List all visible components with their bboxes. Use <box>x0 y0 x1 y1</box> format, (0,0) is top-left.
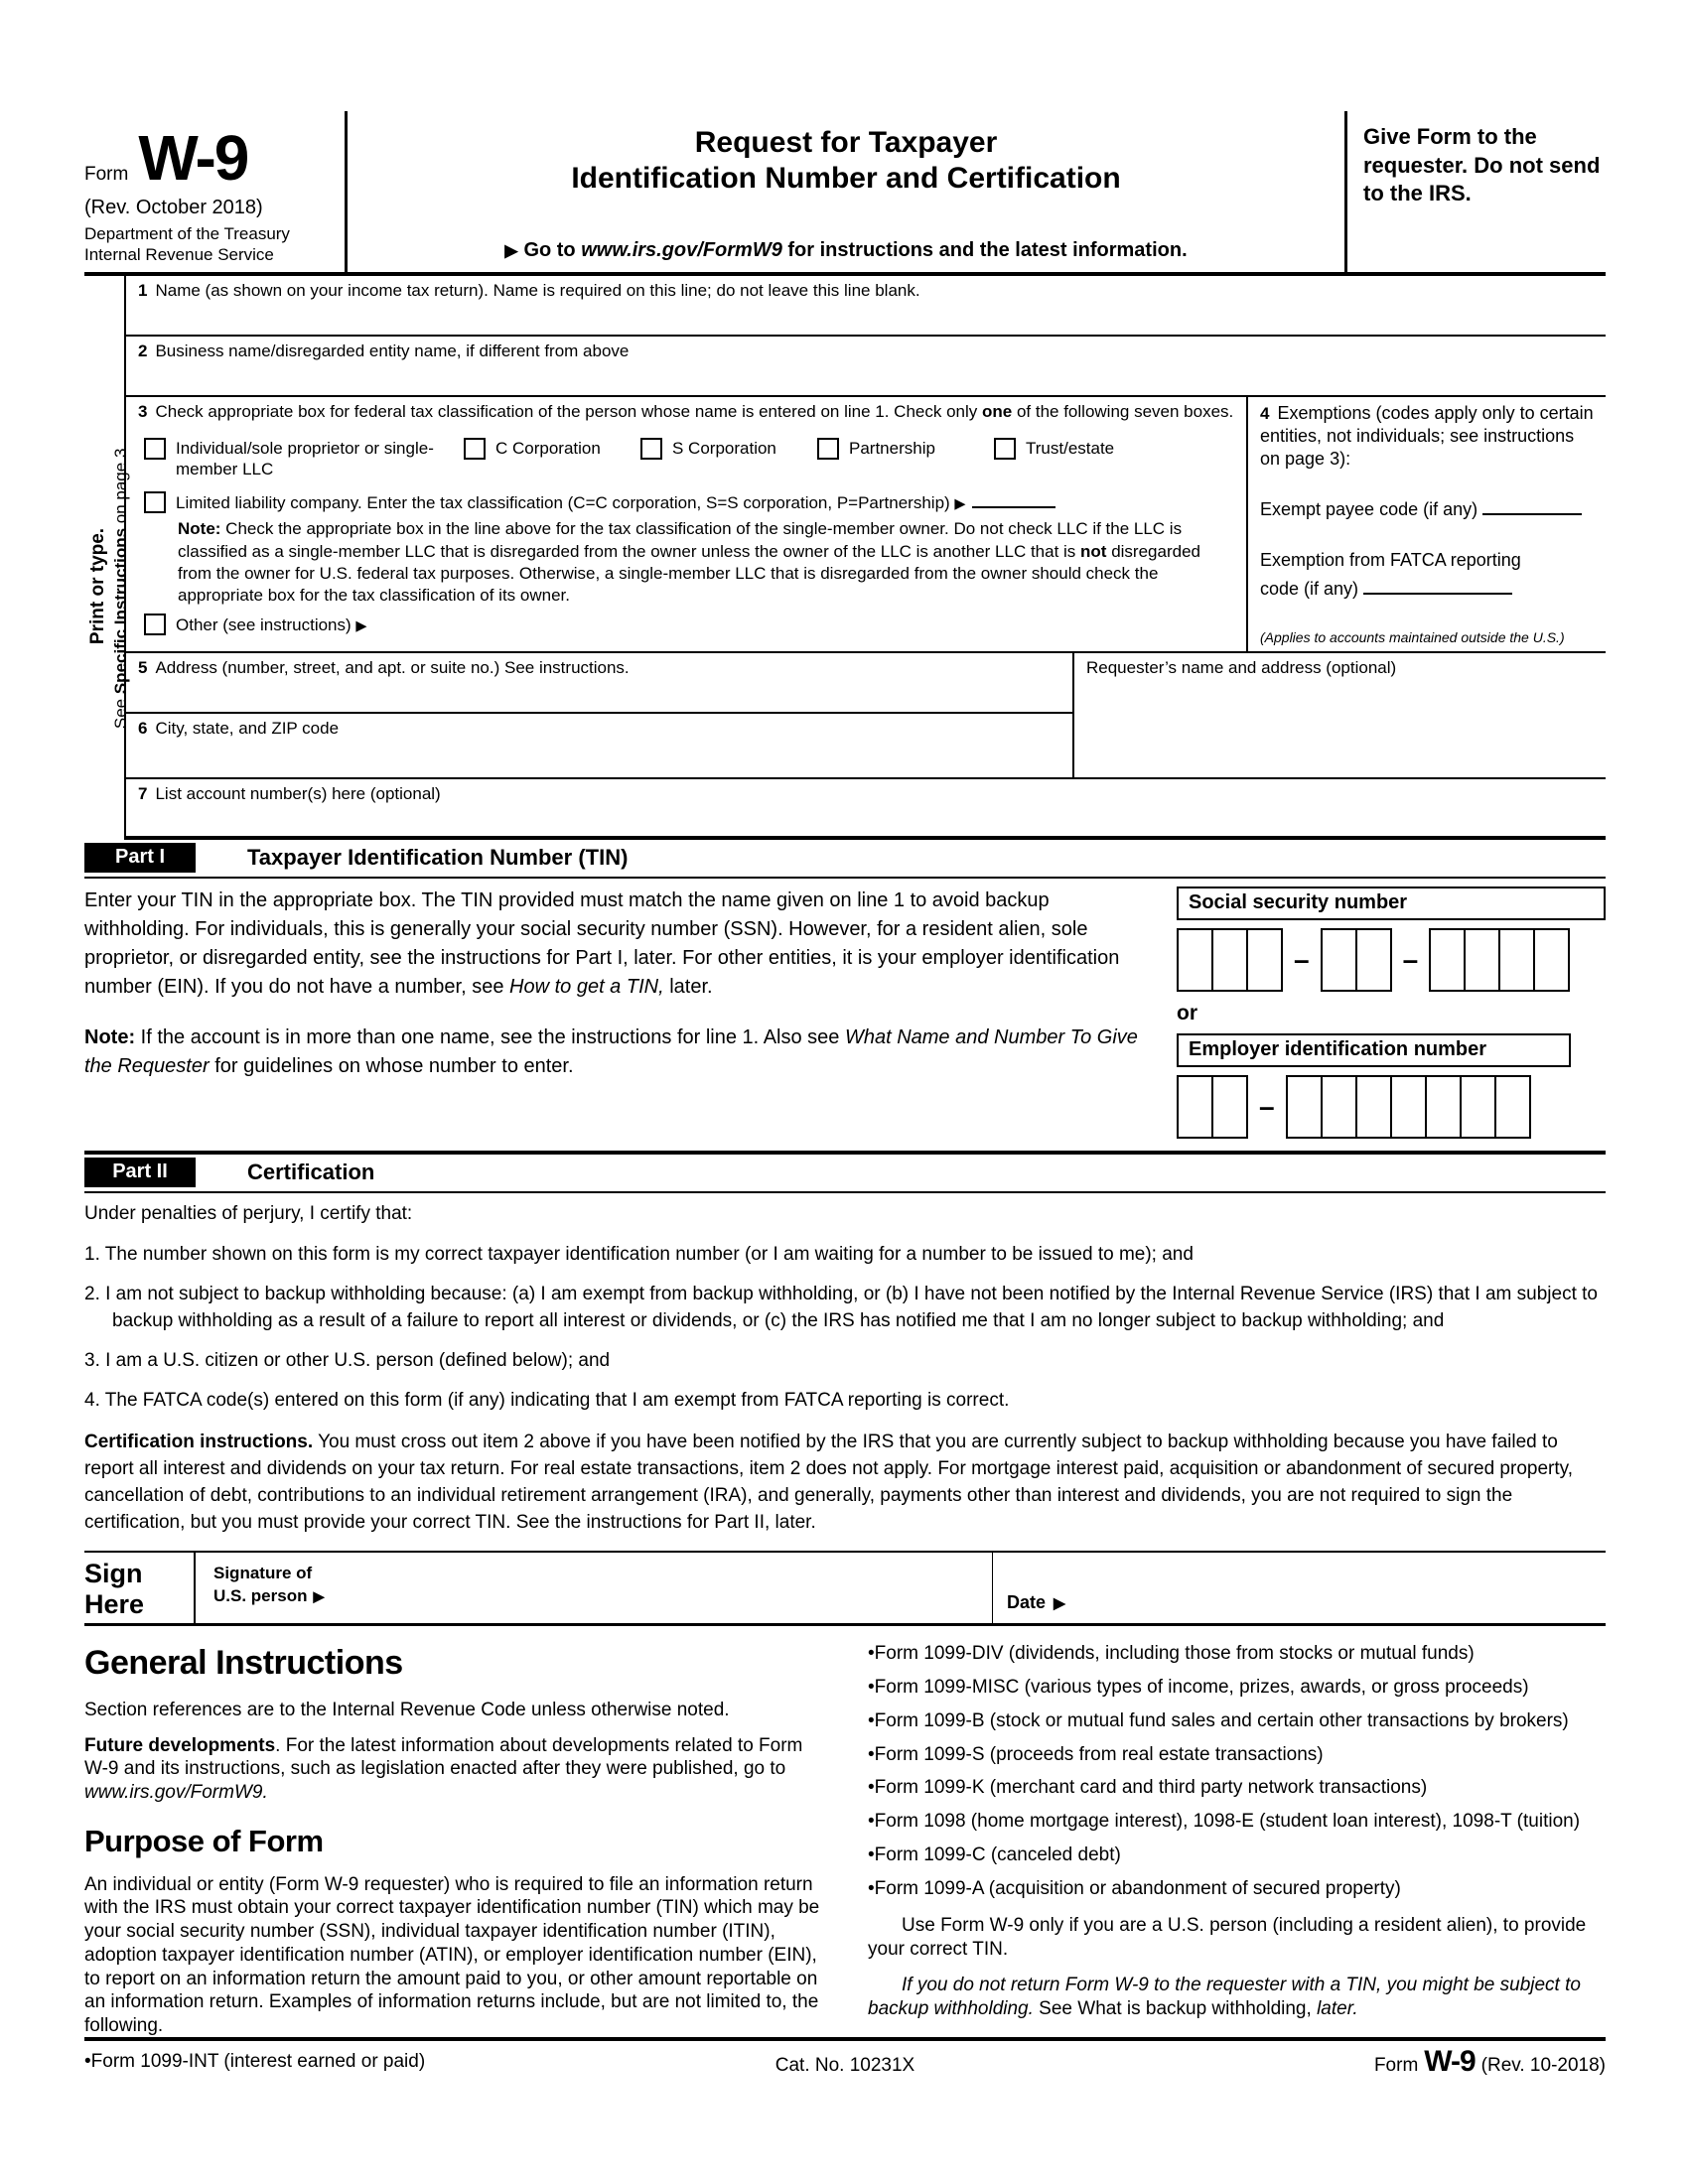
future-developments-lead: Future developments <box>84 1734 276 1756</box>
form-1099-b-bullet: • Form 1099-B (stock or mutual fund sales and certain other transactions by brokers) <box>868 1709 1606 1733</box>
tin-paragraph <box>84 887 1151 1002</box>
how-to-get-tin-ref: How to get a TIN, <box>509 975 664 998</box>
ssn-digit-box[interactable] <box>1177 928 1213 992</box>
date-label: Date <box>1007 1592 1047 1613</box>
form-title-line1: Request for Taxpayer <box>694 126 998 159</box>
checkbox-individual-label: Individual/sole proprietor or single-member LLC <box>176 438 434 478</box>
business-name-input[interactable] <box>138 361 1596 391</box>
irs-url: www.irs.gov/FormW9 <box>581 238 782 261</box>
fatca-code-input[interactable] <box>1363 577 1512 595</box>
signature-arrow-icon <box>313 1586 330 1605</box>
city-state-zip-input[interactable] <box>138 739 1062 768</box>
backup-withholding-paragraph <box>868 1974 1606 2021</box>
line1-label: Name (as shown on your income tax return). Name is required on this line; do not leave this line blank. <box>155 280 920 300</box>
line4-number: 4 <box>1260 403 1270 423</box>
instructions-right-column <box>868 1642 1606 2083</box>
llc-arrow-icon <box>954 493 971 512</box>
ein-digit-box[interactable] <box>1460 1075 1496 1139</box>
goto-suffix: for instructions and the latest information. <box>781 238 1188 261</box>
form-title-block <box>345 111 1347 272</box>
line7-label: List account number(s) here (optional) <box>155 783 441 803</box>
ssn-digit-box[interactable] <box>1429 928 1466 992</box>
account-numbers-input[interactable] <box>138 804 1596 828</box>
sign-word: Sign <box>84 1559 143 1589</box>
print-or-type-label: Print or type. <box>87 527 108 644</box>
field-row-name <box>126 276 1606 337</box>
ein-digit-box[interactable] <box>1211 1075 1248 1139</box>
backup-withholding-see: See <box>1039 1997 1078 2019</box>
checkbox-llc[interactable] <box>144 491 166 513</box>
footer-form-revision: (Rev. 10-2018) <box>1480 2055 1606 2076</box>
side-strip <box>84 276 130 840</box>
ssn-digit-box[interactable] <box>1246 928 1283 992</box>
checkbox-trust-estate[interactable] <box>994 438 1016 460</box>
ssn-boxes <box>1177 928 1606 992</box>
footer-form-id <box>1374 2045 1606 2079</box>
form-1099-c-bullet: • Form 1099-C (canceled debt) <box>868 1843 1606 1867</box>
ein-dash <box>1259 1091 1275 1123</box>
certification-item-3: 3. I am a U.S. citizen or other U.S. person (defined below); and <box>84 1349 611 1371</box>
signature-label-line1: Signature of <box>213 1564 313 1583</box>
see-prefix: See <box>110 693 130 729</box>
line3-label-one: one <box>982 401 1013 421</box>
field-row-account-numbers <box>126 779 1606 840</box>
line5-number: 5 <box>138 657 148 677</box>
ein-digit-box[interactable] <box>1494 1075 1531 1139</box>
note-text-2: disregarded from the owner for U.S. federal tax purposes. Otherwise, a single-member LLC that is disregarded from the owner should check the appropriate box for the tax classification of its owner. <box>178 541 1200 606</box>
tin-note-text: If the account is in more than one name, see the instructions for line 1. Also see <box>135 1025 845 1048</box>
ssn-dash <box>1294 944 1310 976</box>
field-row-city <box>126 714 1072 772</box>
part2-badge: Part II <box>84 1158 196 1187</box>
service-line: Internal Revenue Service <box>84 245 274 265</box>
ssn-digit-box[interactable] <box>1533 928 1570 992</box>
other-label: Other (see instructions) <box>176 614 356 634</box>
field-row-exemptions <box>1246 397 1606 651</box>
fatca-label-line1: Exemption from FATCA reporting <box>1260 549 1521 570</box>
line6-number: 6 <box>138 718 148 738</box>
certification-item-4: 4. The FATCA code(s) entered on this form (if any) indicating that I am exempt from FATCA reporting is correct. <box>84 1389 1010 1411</box>
signature-label-line2: U.S. person <box>213 1586 308 1606</box>
line7-number: 7 <box>138 783 148 803</box>
part1-content <box>84 879 1606 1155</box>
tin-note-paragraph <box>84 1024 1151 1081</box>
line6-label: City, state, and ZIP code <box>155 718 340 738</box>
form-1099-div-bullet: • Form 1099-DIV (dividends, including those from stocks or mutual funds) <box>868 1642 1606 1666</box>
exempt-payee-label: Exempt payee code (if any) <box>1260 498 1478 519</box>
form-1098-bullet: • Form 1098 (home mortgage interest), 1098-E (student loan interest), 1098-T (tuition) <box>868 1810 1606 1834</box>
general-instructions-title: General Instructions <box>84 1644 403 1683</box>
ssn-dash <box>1403 944 1419 976</box>
line2-number: 2 <box>138 341 148 360</box>
line4-label: Exemptions (codes apply only to certain entities, not individuals; see instructions on page 3): <box>1260 402 1594 470</box>
form-identity <box>84 111 345 272</box>
sign-here-label <box>84 1553 196 1623</box>
checkbox-partnership[interactable] <box>817 438 839 460</box>
checkbox-s-corporation[interactable] <box>640 438 662 460</box>
certification-intro: Under penalties of perjury, I certify that: <box>84 1202 413 1224</box>
ein-label-box: Employer identification number <box>1177 1033 1571 1067</box>
sign-here-section <box>84 1551 1606 1626</box>
requester-input[interactable] <box>1086 678 1596 773</box>
part1-title: Taxpayer Identification Number (TIN) <box>247 844 629 870</box>
signature-label <box>213 1563 331 1615</box>
form-1099-int-bullet: • Form 1099-INT (interest earned or paid) <box>84 2050 822 2074</box>
llc-classification-input[interactable] <box>972 491 1055 508</box>
general-instructions-section <box>84 1626 1606 2083</box>
note-text-1: Check the appropriate box in the line above for the tax classification of the single-member owner. Do not check LLC if the LLC is classified as a single-member LLC that is disregarded from the owner unless the owner of the LLC is another LLC that is <box>178 519 1183 561</box>
checkbox-individual[interactable] <box>144 438 166 460</box>
line2-label: Business name/disregarded entity name, if different from above <box>155 341 630 360</box>
form-1099-k-bullet: • Form 1099-K (merchant card and third party network transactions) <box>868 1776 1606 1800</box>
backup-withholding-italic: If you do not return Form W-9 to the requester with a TIN, you might be subject to backup withholding. <box>868 1974 1581 2019</box>
part2-title: Certification <box>247 1159 375 1184</box>
certification-item-2: 2. I am not subject to backup withholding because: (a) I am exempt from backup withholding, or (b) I have not been notified by the Internal Revenue Service (IRS) that I am subject to backup withholding as a result of a failure to report all interest or dividends, or (c) the IRS has notified me that I am no longer subject to backup withholding; and <box>84 1283 1598 1331</box>
ein-digit-box[interactable] <box>1286 1075 1323 1139</box>
ein-digit-box[interactable] <box>1390 1075 1427 1139</box>
ssn-digit-box[interactable] <box>1464 928 1500 992</box>
future-developments-text: . For the latest information about developments related to Form W-9 and its instructions, such as legislation enacted after they were published, go to <box>84 1734 803 1780</box>
ssn-digit-box[interactable] <box>1498 928 1535 992</box>
llc-note <box>178 518 1238 608</box>
other-arrow-icon <box>355 615 372 634</box>
checkbox-s-corporation-label: S Corporation <box>672 438 776 458</box>
line3-label-pre: Check appropriate box for federal tax classification of the person whose name is entered on line 1. Check only <box>155 401 982 421</box>
name-input[interactable] <box>138 301 1596 331</box>
part2-content <box>84 1193 1606 1538</box>
signature-input[interactable] <box>331 1563 992 1615</box>
checkbox-c-corporation-label: C Corporation <box>495 438 601 458</box>
fatca-label-line2: code (if any) <box>1260 578 1359 599</box>
applies-note: (Applies to accounts maintained outside the U.S.) <box>1260 628 1565 645</box>
field-row-address <box>126 653 1072 714</box>
right-arrow-icon <box>504 239 523 261</box>
checkbox-other[interactable] <box>144 614 166 635</box>
form-1099-misc-bullet: • Form 1099-MISC (various types of income, prizes, awards, or gross proceeds) <box>868 1676 1606 1700</box>
tin-paragraph-end: later. <box>663 975 713 998</box>
ein-digit-box[interactable] <box>1177 1075 1213 1139</box>
goto-instruction <box>377 239 1315 264</box>
line5-label: Address (number, street, and apt. or suite no.) See instructions. <box>155 657 630 677</box>
form-1099-s-bullet: • Form 1099-S (proceeds from real estate transactions) <box>868 1743 1606 1767</box>
checkbox-trust-estate-label: Trust/estate <box>1026 438 1115 458</box>
ein-boxes <box>1177 1075 1606 1139</box>
footer-form-number: W-9 <box>1424 2045 1476 2078</box>
llc-label: Limited liability company. Enter the tax classification (C=C corporation, S=S corporation, P=Partnership) <box>176 493 955 512</box>
tin-note-word: Note: <box>84 1025 136 1048</box>
checkbox-partnership-label: Partnership <box>849 438 935 458</box>
purpose-of-form-title: Purpose of Form <box>84 1823 324 1858</box>
requester-box <box>1072 653 1606 777</box>
form-number: W-9 <box>138 122 248 194</box>
form-header <box>84 111 1606 276</box>
form-1099-a-bullet: • Form 1099-A (acquisition or abandonment of secured property) <box>868 1877 1606 1901</box>
see-suffix: on page 3. <box>110 443 130 528</box>
certification-instructions <box>84 1430 1606 1537</box>
form-title-line2: Identification Number and Certification <box>571 162 1121 195</box>
ssn-digit-box[interactable] <box>1321 928 1357 992</box>
ssn-digit-box[interactable] <box>1211 928 1248 992</box>
give-form-note: Give Form to the requester. Do not send to the IRS. <box>1363 124 1601 206</box>
address-input[interactable] <box>138 678 1062 708</box>
requester-label: Requester’s name and address (optional) <box>1086 657 1397 677</box>
instructions-left-column <box>84 1642 822 2083</box>
form-word: Form <box>84 164 129 185</box>
purpose-paragraph: An individual or entity (Form W-9 requester) who is required to file an information return with the IRS must obtain your correct taxpayer identification number (TIN) which may be your social security number (SSN), individual taxpayer identification number (ITIN), adoption taxpayer identification number (ATIN), or employer identification number (EIN), to report on an information return the amount paid to you, or other amount reportable on an information return. Examples of information returns include, but are not limited to, the following. <box>84 1873 820 2037</box>
certification-item-1: 1. The number shown on this form is my correct taxpayer identification number (or I am waiting for a number to be issued to me); and <box>84 1243 1194 1265</box>
what-name-ref: What Name and Number To Give the Requester <box>84 1025 1138 1077</box>
date-arrow-icon <box>1054 1592 1071 1613</box>
section-references-paragraph: Section references are to the Internal Revenue Code unless otherwise noted. <box>84 1699 730 1720</box>
tin-paragraph-text: Enter your TIN in the appropriate box. The TIN provided must match the name given on line 1 to avoid backup withholding. For individuals, this is generally your social security number (SSN). However, for a resident alien, sole proprietor, or disregarded entity, see the instructions for Part I, later. For other entities, it is your employer identification number (EIN). If you do not have a number, see <box>84 888 1120 998</box>
part1-badge: Part I <box>84 843 196 873</box>
field-row-business-name <box>126 337 1606 397</box>
ein-digit-box[interactable] <box>1425 1075 1462 1139</box>
ssn-digit-box[interactable] <box>1355 928 1392 992</box>
department-line: Department of the Treasury <box>84 224 290 243</box>
specific-instructions: Specific Instructions <box>110 527 130 694</box>
form-revision: (Rev. October 2018) <box>84 197 263 218</box>
future-developments-url: www.irs.gov/FormW9. <box>84 1782 268 1804</box>
ein-digit-box[interactable] <box>1321 1075 1357 1139</box>
exempt-payee-input[interactable] <box>1482 497 1582 515</box>
certification-instructions-lead: Certification instructions. <box>84 1432 314 1453</box>
backup-withholding-ref: What is backup withholding, <box>1077 1997 1318 2019</box>
future-developments-paragraph <box>84 1734 822 1805</box>
part2-header <box>84 1155 1606 1193</box>
backup-withholding-later: later. <box>1317 1997 1358 2019</box>
part1-header <box>84 840 1606 879</box>
footer-form-word: Form <box>1373 2055 1419 2076</box>
line3-label-post: of the following seven boxes. <box>1012 401 1234 421</box>
goto-prefix: Go to <box>523 238 582 261</box>
catalog-number: Cat. No. 10231X <box>774 2055 915 2076</box>
checkbox-c-corporation[interactable] <box>464 438 486 460</box>
ein-digit-box[interactable] <box>1355 1075 1392 1139</box>
line3-label <box>155 402 1233 421</box>
certification-instructions-text: You must cross out item 2 above if you have been notified by the IRS that you are currently subject to backup withholding because you have failed to report all interest and dividends on your tax return. For real estate transactions, item 2 does not apply. For mortgage interest paid, acquisition or abandonment of secured property, cancellation of debt, contributions to an individual retirement arrangement (IRA), and generally, payments other than interest and dividends, you are not required to sign the certification, but you must provide your correct TIN. See the instructions for Part II, later. <box>84 1432 1573 1534</box>
field-row-classification <box>126 397 1246 651</box>
form-fields-section <box>84 276 1606 840</box>
use-form-paragraph: Use Form W-9 only if you are a U.S. person (including a resident alien), to provide your correct TIN. <box>868 1915 1587 1961</box>
tin-note-end: for guidelines on whose number to enter. <box>209 1054 574 1077</box>
note-word: Note: <box>178 519 221 539</box>
line3-number: 3 <box>138 401 148 421</box>
or-label: or <box>1177 1001 1197 1024</box>
see-instructions-label <box>110 276 131 896</box>
ssn-label-box: Social security number <box>1177 887 1606 920</box>
note-not-word: not <box>1080 541 1107 561</box>
here-word: Here <box>84 1588 145 1619</box>
line1-number: 1 <box>138 280 148 300</box>
